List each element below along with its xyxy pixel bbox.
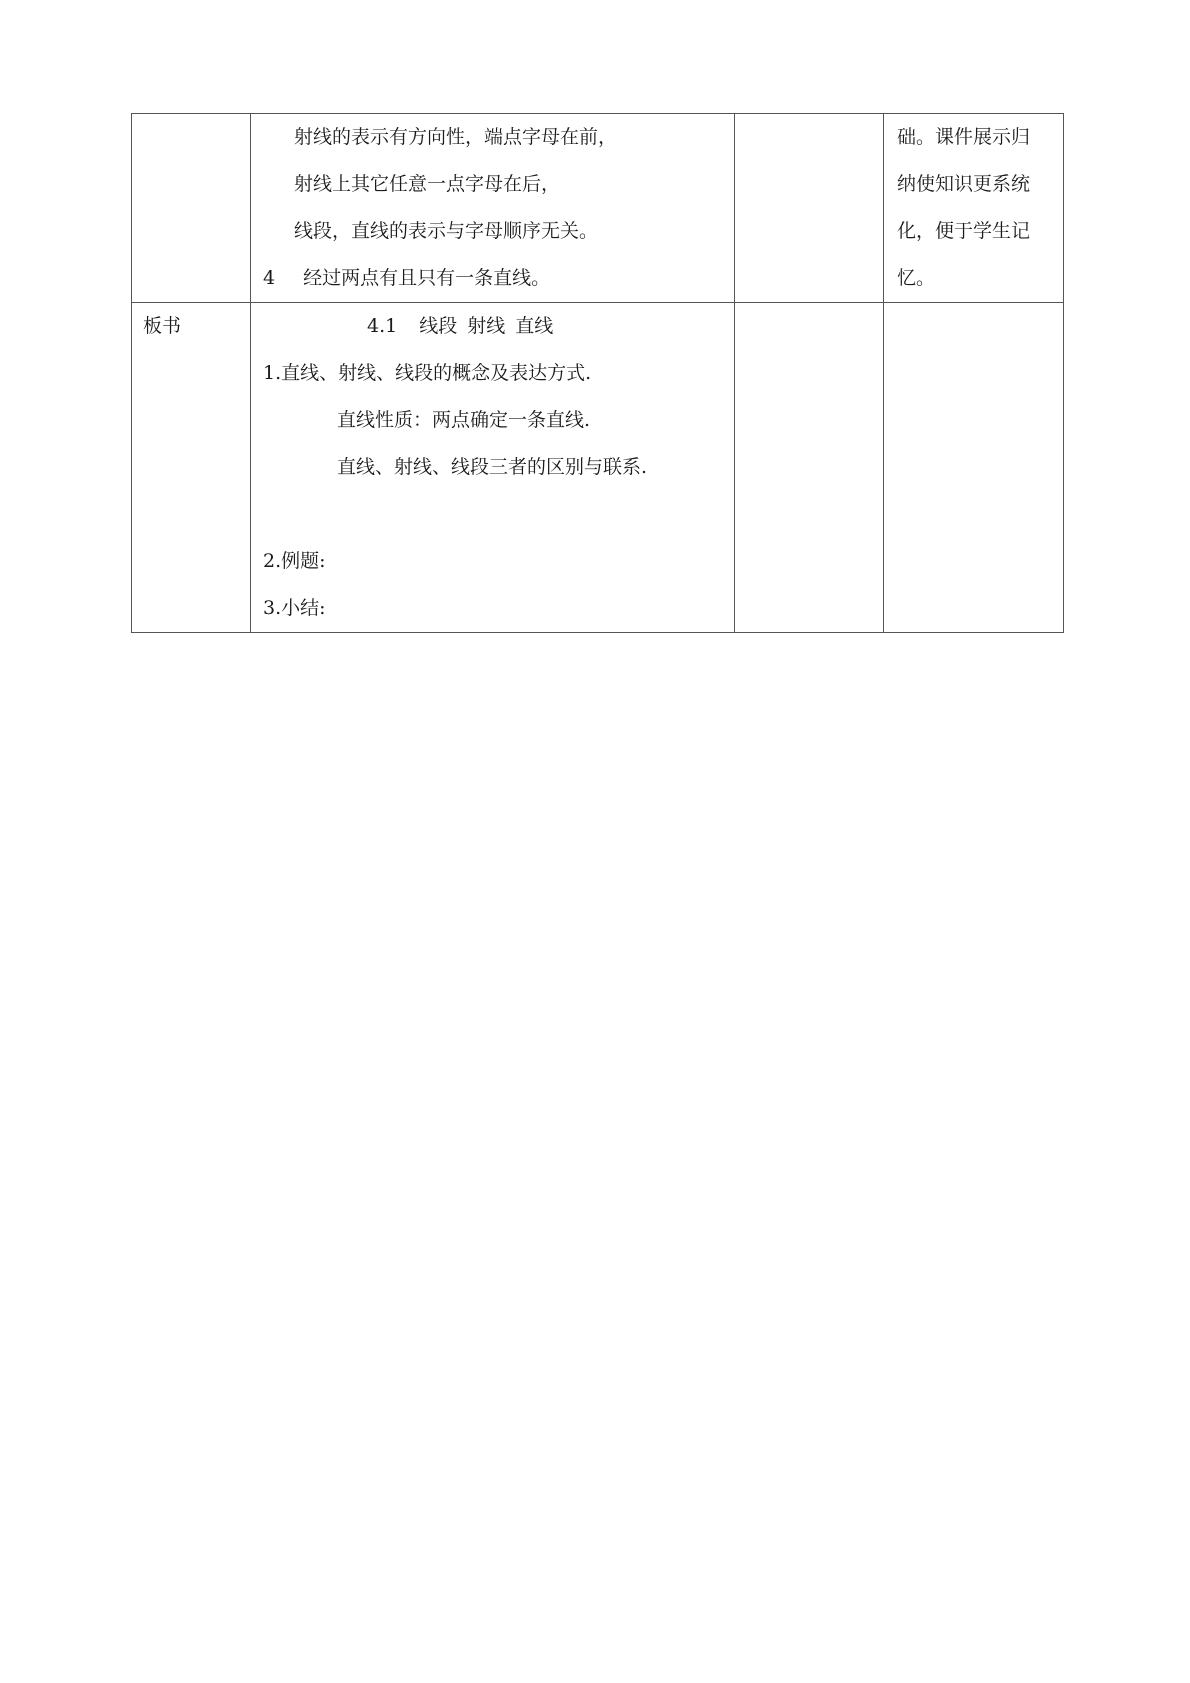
board-title-number: 4.1 — [367, 315, 398, 337]
note-line: 忆。 — [897, 267, 936, 289]
note-line: 纳使知识更系统 — [897, 173, 1031, 195]
board-item-1-sub: 直线性质：两点确定一条直线. — [337, 409, 591, 431]
row1-label-cell — [132, 114, 251, 303]
row2-activity-cell — [735, 303, 884, 633]
note-line: 础。课件展示归 — [897, 126, 1031, 148]
board-item-3: 3.小结: — [263, 597, 326, 619]
blank-line — [251, 491, 734, 538]
board-title-word: 直线 — [515, 315, 554, 337]
board-title-word: 射线 — [467, 315, 506, 337]
row1-activity-cell — [735, 114, 884, 303]
lesson-plan-table — [131, 113, 1064, 633]
board-title — [251, 303, 734, 350]
content-line: 射线的表示有方向性，端点字母在前， — [294, 126, 618, 148]
board-item-1-sub: 直线、射线、线段三者的区别与联系. — [337, 456, 648, 478]
note-line: 化，便于学生记 — [897, 220, 1031, 242]
row2-note-cell — [884, 303, 1064, 633]
table-row — [132, 303, 1064, 633]
point-4-number: 4 — [263, 267, 276, 289]
point-4-line — [251, 255, 734, 302]
content-line: 线段，直线的表示与字母顺序无关。 — [294, 220, 599, 242]
row1-note-cell — [884, 114, 1064, 303]
table-row — [132, 114, 1064, 303]
point-4-text: 经过两点有且只有一条直线。 — [303, 267, 551, 289]
row2-label-cell — [132, 303, 251, 633]
board-writing-label: 板书 — [143, 315, 182, 337]
row2-content-cell — [251, 303, 735, 633]
board-item-1: 1.直线、射线、线段的概念及表达方式. — [263, 362, 592, 384]
board-item-2: 2.例题: — [263, 550, 326, 572]
content-line: 射线上其它任意一点字母在后， — [294, 173, 561, 195]
row1-content-cell — [251, 114, 735, 303]
board-title-word: 线段 — [419, 315, 458, 337]
